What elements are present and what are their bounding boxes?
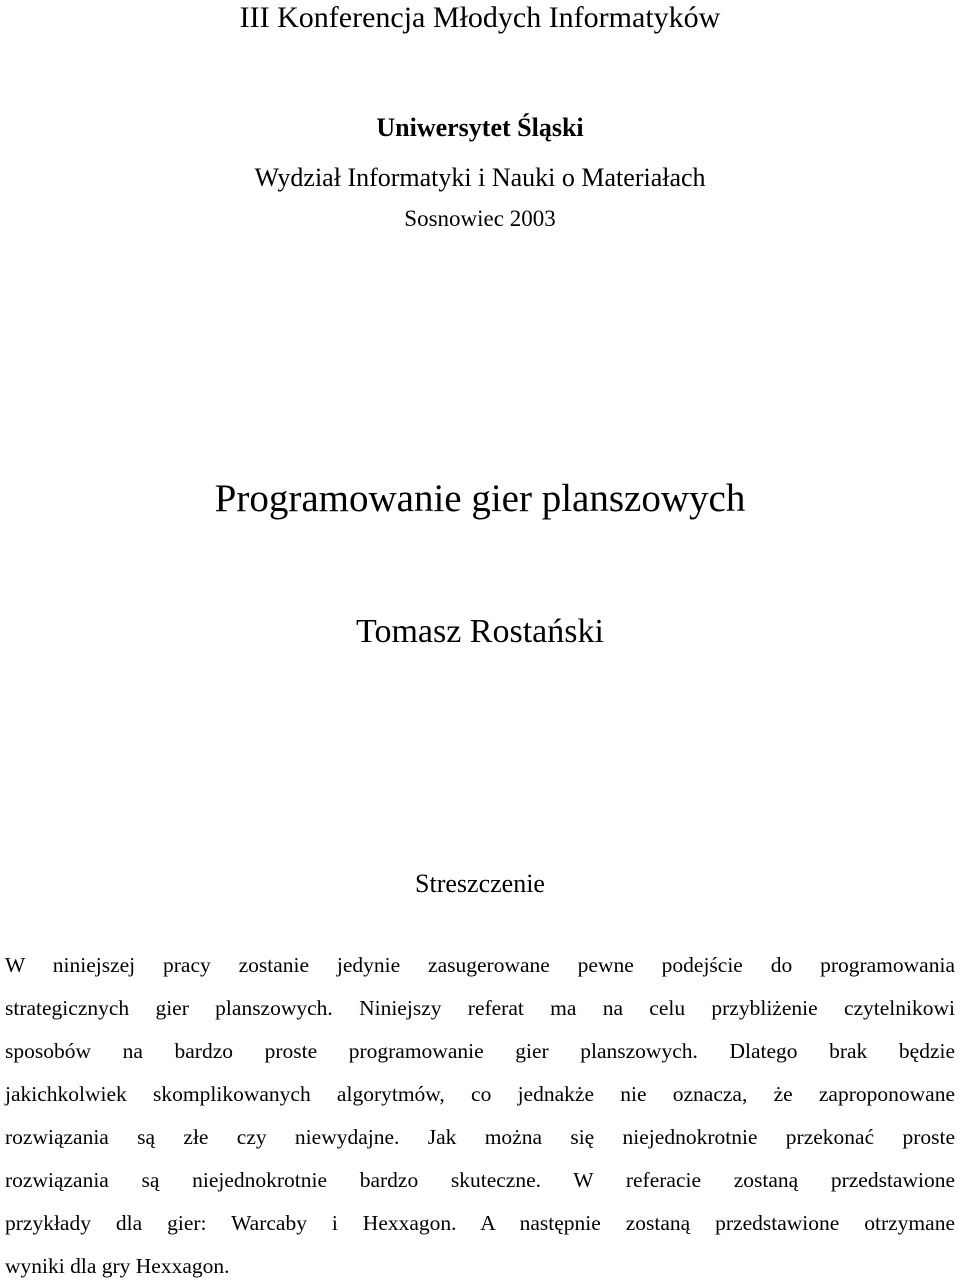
paper-title: Programowanie gier planszowych [214,477,746,520]
abstract-body [5,944,955,1288]
abstract-line: W niniejszej pracy zostanie jedynie zasugerowane pewne podejście do programowania [5,953,955,977]
abstract-line: przykłady dla gier: Warcaby i Hexxagon. A następnie zostaną przedstawione otrzymane [5,1211,955,1235]
abstract-line: rozwiązania są złe czy niewydajne. Jak można się niejednokrotnie przekonać proste [5,1125,955,1149]
abstract-heading: Streszczenie [415,869,545,898]
department-name: Wydział Informatyki i Nauki o Materiałach [254,163,706,192]
abstract-line: rozwiązania są niejednokrotnie bardzo skuteczne. W referacie zostaną przedstawione [5,1168,955,1192]
abstract-line: strategicznych gier planszowych. Niniejszy referat ma na celu przybliżenie czytelnikowi [5,996,955,1020]
conference-name: III Konferencja Młodych Informatyków [239,1,721,34]
abstract-line: wyniki dla gry Hexxagon. [5,1254,230,1278]
abstract-line: sposobów na bardzo proste programowanie gier planszowych. Dlatego brak będzie [5,1039,955,1063]
place-and-year: Sosnowiec 2003 [404,206,556,231]
university-name: Uniwersytet Śląski [376,113,584,142]
abstract-line: jakichkolwiek skomplikowanych algorytmów, co jednakże nie oznacza, że zaproponowane [5,1082,955,1106]
paper-author: Tomasz Rostański [356,613,604,650]
